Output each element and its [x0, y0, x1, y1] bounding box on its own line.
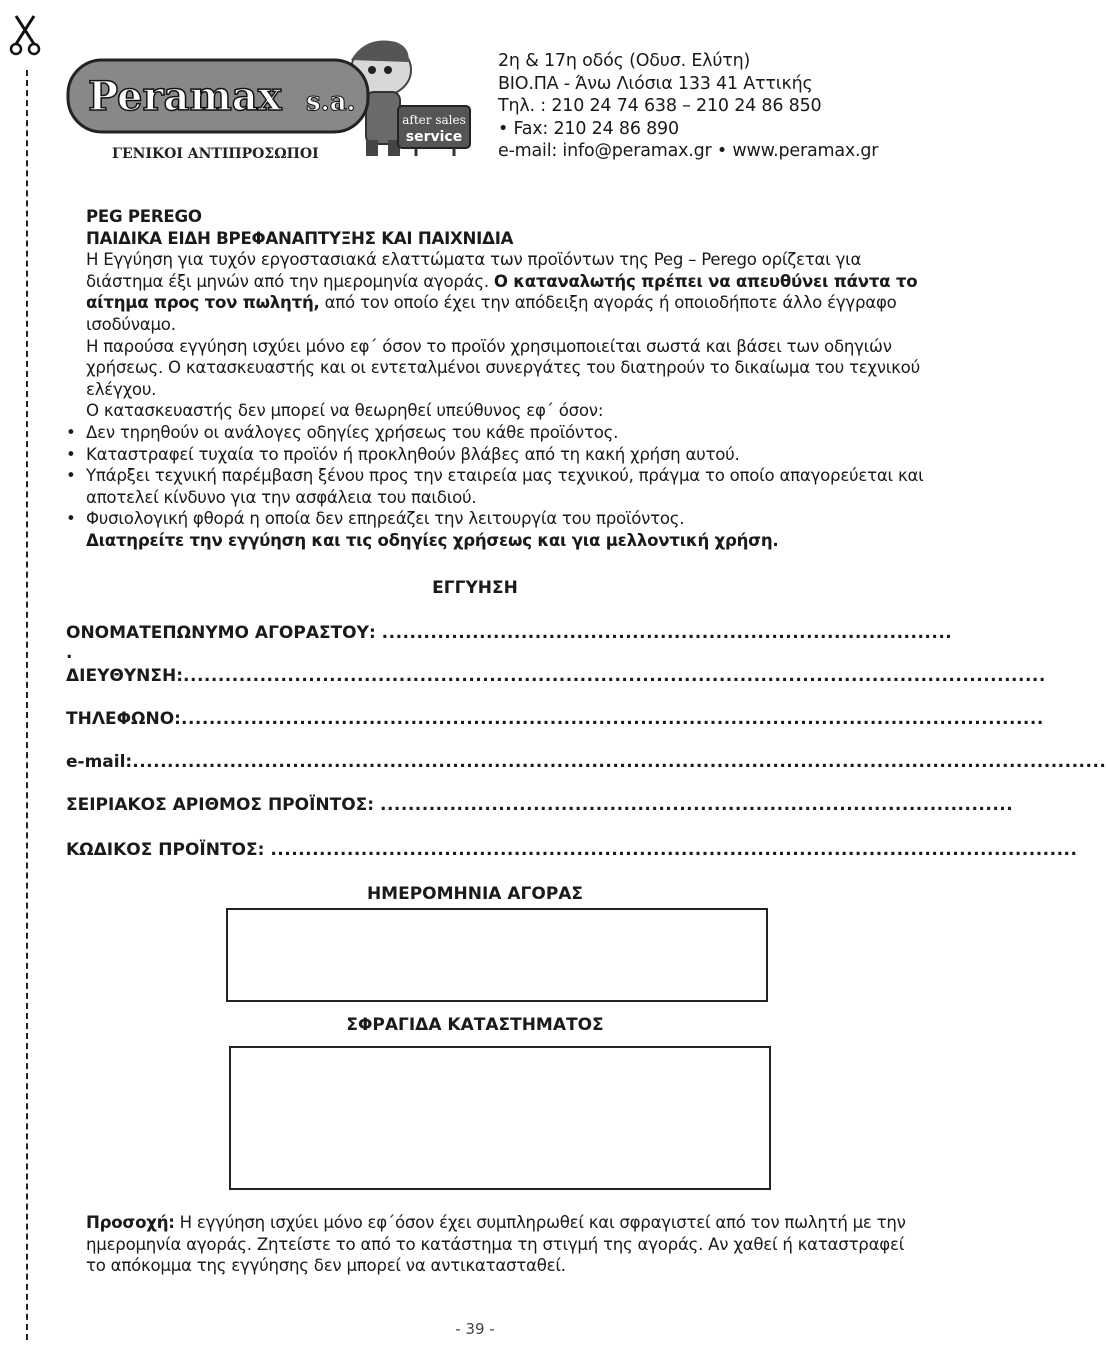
contact-line: ΒΙΟ.ΠΑ - Άνω Λιόσια 133 41 Αττικής: [498, 73, 813, 94]
scissors-icon: [8, 12, 42, 56]
svg-text:after sales: after sales: [402, 113, 466, 127]
list-item: • Καταστραφεί τυχαία το προϊόν ή προκληθούν βλάβες από τη κακή χρήση αυτού.: [86, 444, 926, 466]
page-number: - 39 -: [455, 1320, 495, 1338]
cut-line: [26, 70, 28, 1340]
stray-mark: .: [66, 643, 73, 663]
serial-number-field[interactable]: ΣΕΙΡΙΑΚΟΣ ΑΡΙΘΜΟΣ ΠΡΟΪΝΤΟΣ: ...........................................................................................: [66, 795, 1014, 815]
email-field[interactable]: e-mail:............................................................................................................................................: [66, 752, 1106, 772]
store-stamp-label: ΣΦΡΑΓΙΔΑ ΚΑΤΑΣΤΗΜΑΤΟΣ: [346, 1015, 604, 1035]
form-title: ΕΓΓΥΗΣΗ: [432, 578, 518, 598]
warranty-terms: [86, 206, 926, 552]
contact-line: 2η & 17η οδός (Οδυσ. Ελύτη): [498, 51, 751, 71]
svg-text:s.a.: s.a.: [306, 87, 356, 117]
purchase-date-box[interactable]: [226, 908, 768, 1002]
product-code-field[interactable]: ΚΩΔΙΚΟΣ ΠΡΟΪΝΤΟΣ: ....................................................................................................................: [66, 840, 1078, 860]
svg-text:Peramax: Peramax: [88, 73, 282, 120]
buyer-name-field[interactable]: ΟΝΟΜΑΤΕΠΩΝΥΜΟ ΑΓΟΡΑΣΤΟΥ: ..................................................................................: [66, 623, 953, 643]
svg-text:ΓΕΝΙΚΟΙ ΑΝΤΙΠΡΟΣΩΠΟΙ: ΓΕΝΙΚΟΙ ΑΝΤΙΠΡΟΣΩΠΟΙ: [112, 146, 319, 162]
phone-field[interactable]: ΤΗΛΕΦΩΝΟ:............................................................................................................................: [66, 709, 1044, 729]
paragraph-2: Η παρούσα εγγύηση ισχύει μόνο εφ΄ όσον το προϊόν χρησιμοποιείται σωστά και βάσει των οδηγιών χρήσεως. Ο κατασκευαστής και οι εντεταλμένοι συνεργάτες του διατηρούν το δικαίωμα του τεχνικού ελέγχου.: [86, 336, 920, 399]
list-item: • Δεν τηρηθούν οι ανάλογες οδηγίες χρήσεως του κάθε προϊόντος.: [86, 422, 926, 444]
exclusions-list: [86, 422, 926, 530]
paragraph-1: Η Εγγύηση για τυχόν εργοστασιακά ελαττώματα των προϊόντων της Peg – Perego ορίζεται για διάστημα έξι μηνών από την ημερομηνία αγοράς. Ο καταναλωτής πρέπει να απευθύνει πάντα το αίτημα προς τον πωλητή, από τον οποίο έχει την απόδειξη αγοράς ή οποιοδήποτε άλλο έγγραφο ισοδύναμο.: [86, 250, 918, 334]
closing-note: Διατηρείτε την εγγύηση και τις οδηγίες χρήσεως και για μελλοντική χρήση.: [86, 530, 779, 550]
list-item: • Υπάρξει τεχνική παρέμβαση ξένου προς την εταιρεία μας τεχνικού, πράγμα το οποίο απαγορεύεται και αποτελεί κίνδυνο για την ασφάλεια του παιδιού.: [86, 465, 926, 508]
brand-heading: PEG PEREGO: [86, 207, 202, 226]
address-field[interactable]: ΔΙΕΥΘΥΝΣΗ:............................................................................................................................: [66, 666, 1046, 686]
svg-text:service: service: [405, 129, 463, 145]
list-item: • Φυσιολογική φθορά η οποία δεν επηρεάζει την λειτουργία του προϊόντος.: [86, 508, 926, 530]
contact-line: e-mail: info@peramax.gr • www.peramax.gr: [498, 141, 879, 161]
peramax-logo: [66, 30, 486, 165]
attention-note: Προσοχή: Η εγγύηση ισχύει μόνο εφ΄όσον έχει συμπληρωθεί και σφραγιστεί από τον πωλητή με την ημερομηνία αγοράς. Ζητείστε το από το κατάστημα τη στιγμή της αγοράς. Αν χαθεί ή καταστραφεί το απόκομμα της εγγύησης δεν μπορεί να αντικατασταθεί.: [86, 1213, 906, 1276]
purchase-date-label: ΗΜΕΡΟΜΗΝΙΑ ΑΓΟΡΑΣ: [366, 884, 584, 904]
category-heading: ΠΑΙΔΙΚΑ ΕΙΔΗ ΒΡΕΦΑΝΑΠΤΥΞΗΣ ΚΑΙ ΠΑΙΧΝΙΔΙΑ: [86, 228, 514, 248]
contact-line: Τηλ. : 210 24 74 638 – 210 24 86 850: [498, 96, 822, 116]
contact-info: [498, 50, 878, 163]
store-stamp-box[interactable]: [229, 1046, 771, 1190]
paragraph-3: Ο κατασκευαστής δεν μπορεί να θεωρηθεί υπεύθυνος εφ΄ όσον:: [86, 401, 604, 421]
contact-line: • Fax: 210 24 86 890: [498, 118, 679, 139]
